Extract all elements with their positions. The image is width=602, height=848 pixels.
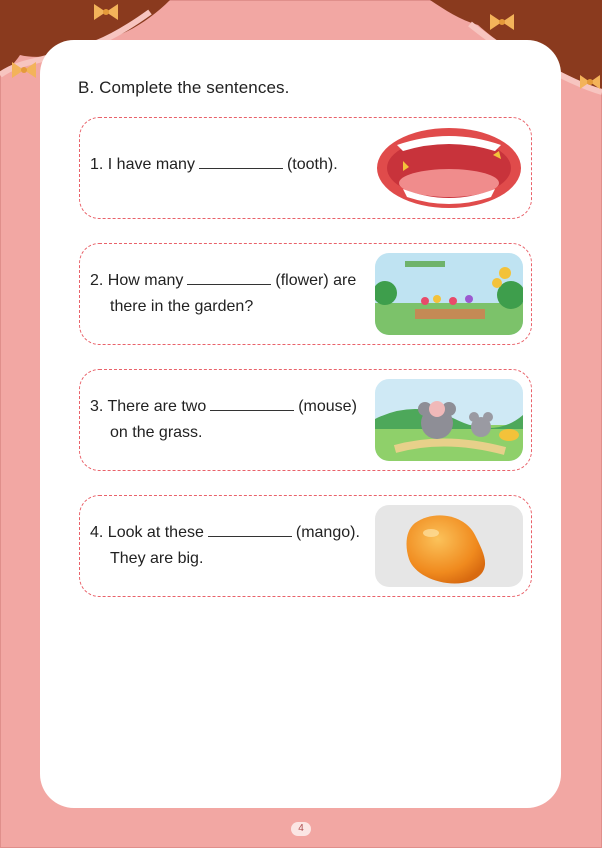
mice-image [375, 379, 523, 461]
sentence-start: 3. There are two [90, 398, 207, 415]
word-hint: (tooth). [286, 156, 338, 173]
answer-blank[interactable] [199, 154, 283, 169]
answer-blank[interactable] [210, 396, 294, 411]
word-hint: (mouse) [298, 398, 357, 415]
sentence-start: 4. Look at these [90, 524, 204, 541]
exercise-card-3 [79, 369, 532, 471]
exercise-card-2 [79, 243, 532, 345]
exercise-text [90, 520, 380, 572]
exercise-text [90, 268, 380, 320]
exercise-text [90, 394, 380, 446]
word-hint: (mango). [295, 524, 360, 541]
mango-image [375, 505, 523, 587]
sentence-end: there in the garden? [110, 298, 254, 315]
page-number: 4 [291, 822, 311, 836]
section-title: B. Complete the sentences. [78, 78, 290, 97]
exercise-text [90, 152, 380, 178]
sentence-start: 1. I have many [90, 156, 195, 173]
answer-blank[interactable] [208, 522, 292, 537]
exercise-card-1 [79, 117, 532, 219]
word-hint: (flower) are [275, 272, 357, 289]
flower-garden-image [375, 253, 523, 335]
sentence-end: They are big. [110, 550, 204, 567]
answer-blank[interactable] [187, 270, 271, 285]
exercise-card-4 [79, 495, 532, 597]
sentence-end: on the grass. [110, 424, 203, 441]
sentence-start: 2. How many [90, 272, 184, 289]
teeth-image [375, 127, 523, 209]
